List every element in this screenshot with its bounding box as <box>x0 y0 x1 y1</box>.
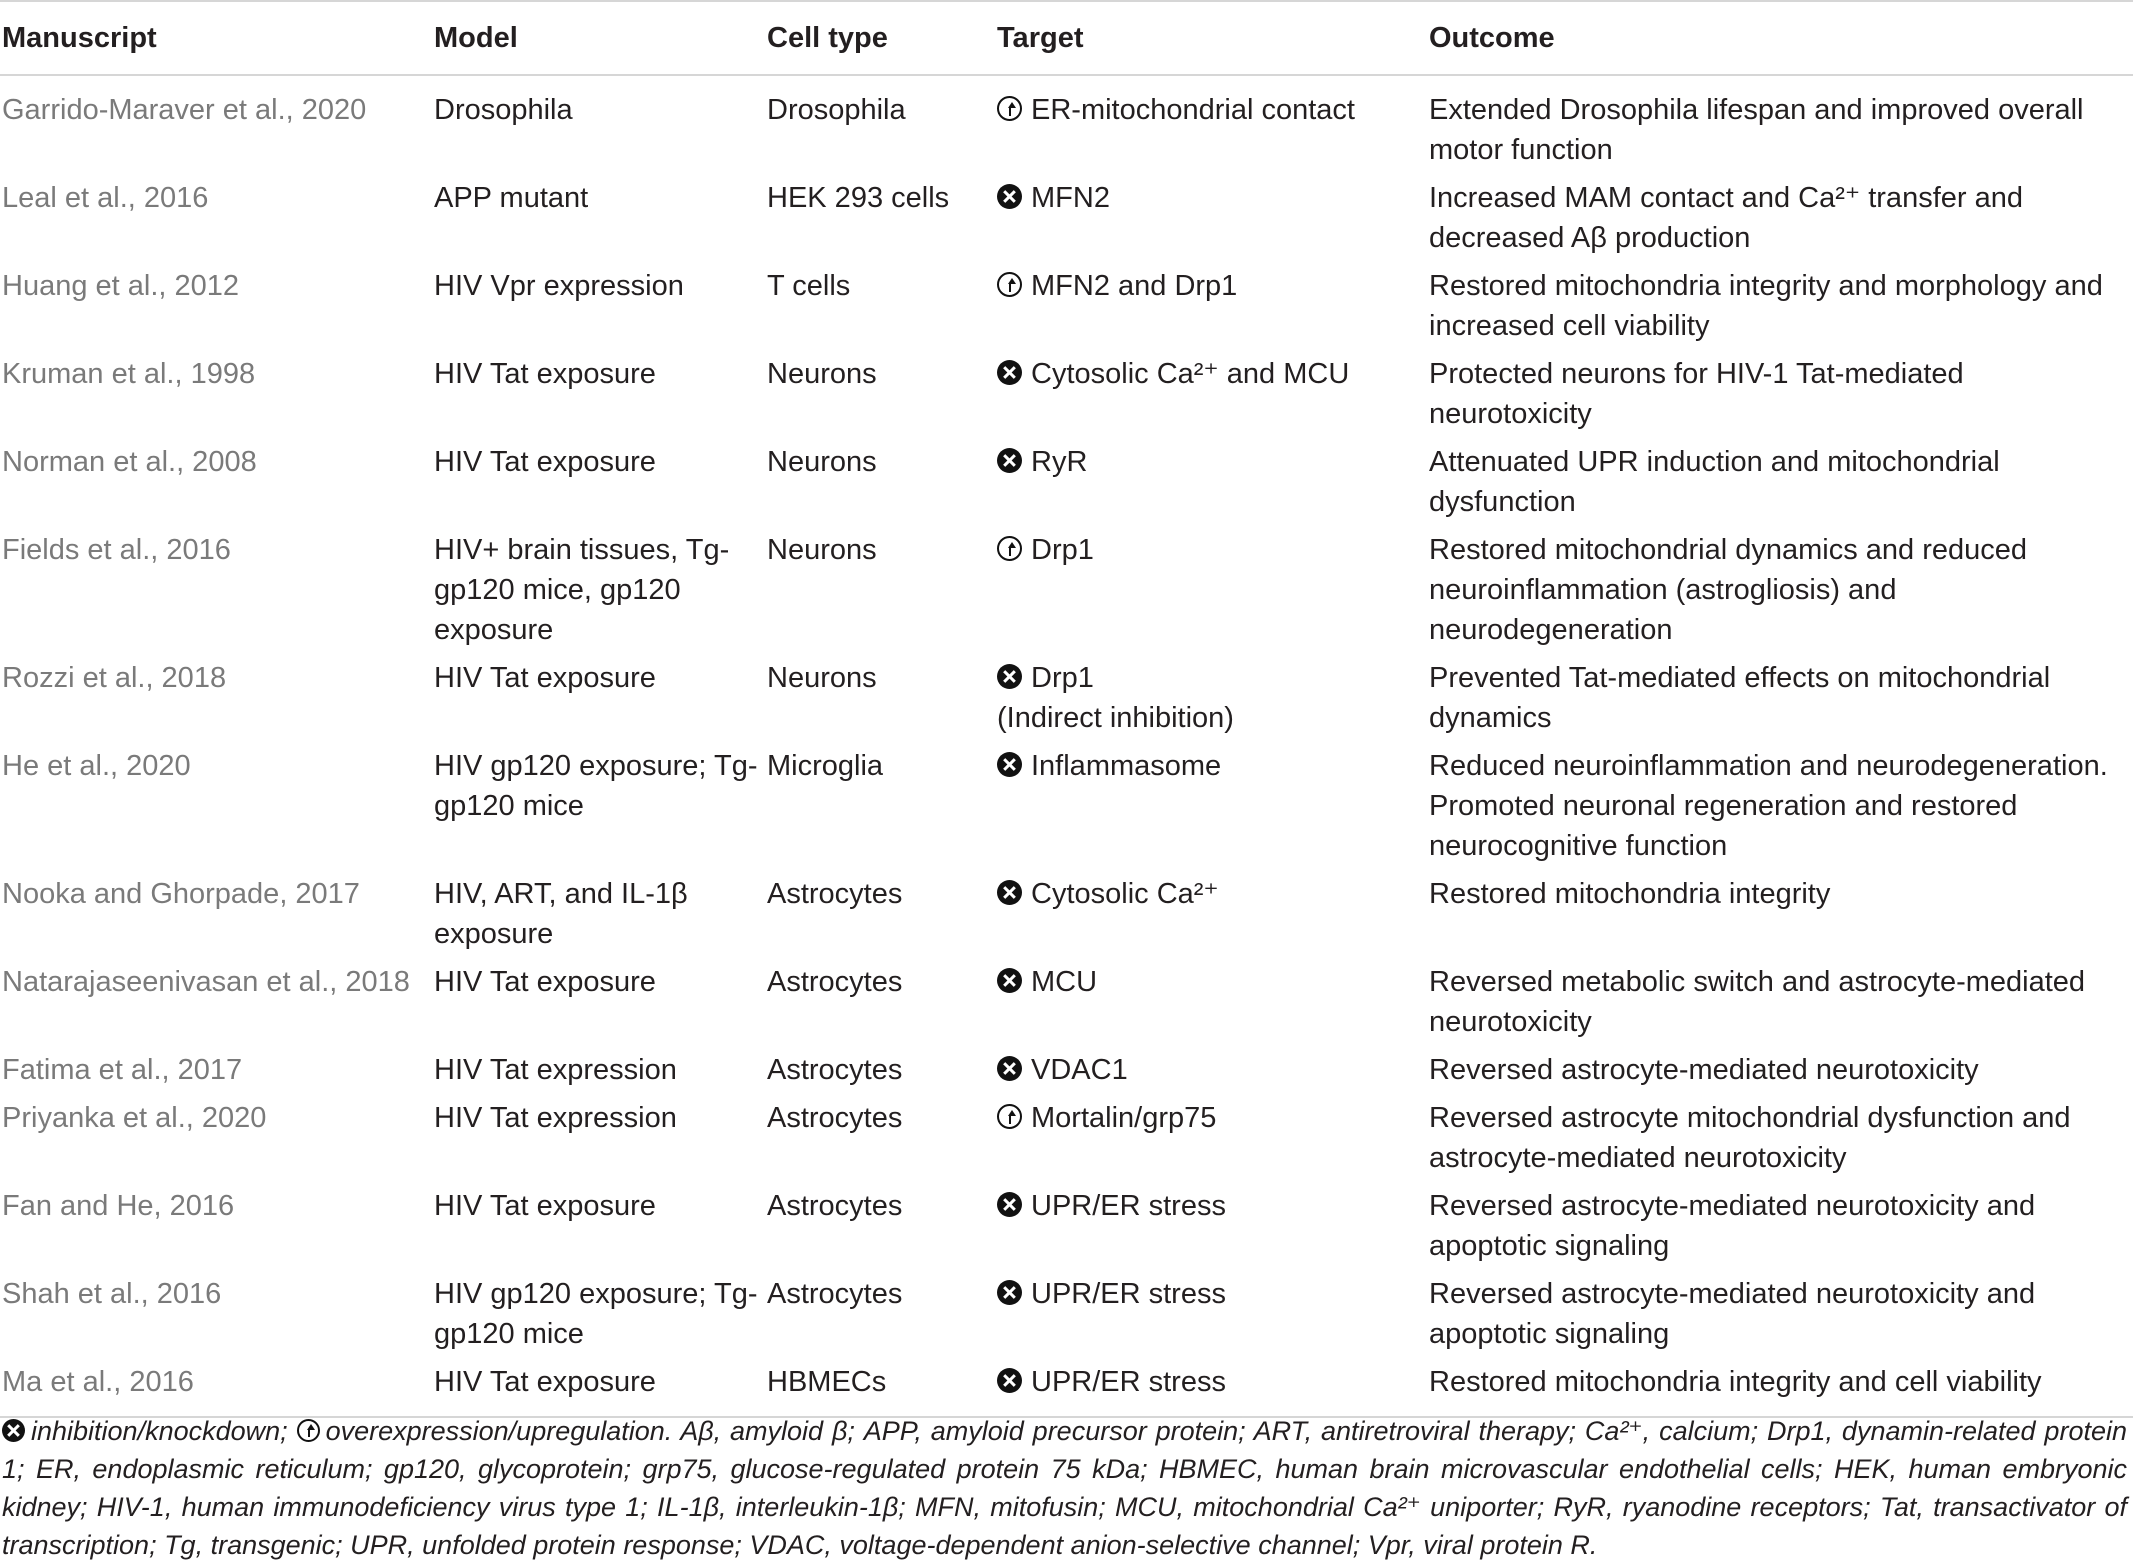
cell-target <box>995 962 1427 1050</box>
table-row <box>0 1274 2133 1362</box>
cell-target <box>995 1098 1427 1186</box>
cell-target <box>995 75 1427 178</box>
table-row <box>0 1050 2133 1098</box>
target-label: MFN2 <box>1031 182 1110 214</box>
cell-outcome: Reduced neuroinflammation and neurodegeneration. Promoted neuronal regeneration and restored neurocognitive function <box>1429 750 2108 862</box>
cell-outcome: Reversed astrocyte-mediated neurotoxicity and apoptotic signaling <box>1429 1190 2036 1262</box>
target-label: UPR/ER stress <box>1031 1190 1226 1222</box>
cell-model: Drosophila <box>434 94 573 126</box>
inhibition-icon <box>997 968 1022 993</box>
target-label: UPR/ER stress <box>1031 1278 1226 1310</box>
cell-target <box>995 1186 1427 1274</box>
cell-cell-type: Astrocytes <box>767 966 903 998</box>
header-manuscript: Manuscript <box>0 1 432 75</box>
target-label: Inflammasome <box>1031 750 1222 782</box>
target-label: Drp1 <box>1031 534 1094 566</box>
cell-cell-type: Astrocytes <box>767 1102 903 1134</box>
cell-cell-type: Astrocytes <box>767 878 903 910</box>
inhibition-icon <box>997 1056 1022 1081</box>
cell-manuscript: Fatima et al., 2017 <box>2 1054 243 1086</box>
cell-cell-type: Microglia <box>767 750 884 782</box>
upregulation-icon <box>997 272 1022 297</box>
cell-outcome: Reversed astrocyte-mediated neurotoxicity and apoptotic signaling <box>1429 1278 2036 1350</box>
cell-model: HIV Tat exposure <box>434 662 656 694</box>
cell-target <box>995 1274 1427 1362</box>
cell-model: HIV Tat exposure <box>434 1190 656 1222</box>
cell-model: HIV, ART, and IL-1β exposure <box>434 878 688 950</box>
inhibition-icon <box>997 664 1022 689</box>
cell-manuscript: Fields et al., 2016 <box>2 534 231 566</box>
cell-cell-type: Astrocytes <box>767 1054 903 1086</box>
inhibition-icon <box>997 184 1022 209</box>
target-label: ER-mitochondrial contact <box>1031 94 1355 126</box>
cell-target <box>995 442 1427 530</box>
cell-model: HIV Tat expression <box>434 1054 677 1086</box>
target-label: Drp1 <box>1031 662 1094 694</box>
cell-cell-type: Neurons <box>767 662 877 694</box>
target-note: (Indirect inhibition) <box>997 702 1234 734</box>
target-label: MCU <box>1031 966 1098 998</box>
table-row <box>0 1098 2133 1186</box>
cell-model: HIV Tat expression <box>434 1102 677 1134</box>
cell-outcome: Extended Drosophila lifespan and improved overall motor function <box>1429 94 2084 166</box>
table-row <box>0 354 2133 442</box>
table-row <box>0 442 2133 530</box>
inhibition-icon <box>997 1192 1022 1217</box>
cell-cell-type: Astrocytes <box>767 1278 903 1310</box>
cell-manuscript: Kruman et al., 1998 <box>2 358 256 390</box>
inhibition-icon <box>997 448 1022 473</box>
upregulation-icon <box>997 96 1022 121</box>
table-row <box>0 746 2133 874</box>
cell-manuscript: Huang et al., 2012 <box>2 270 240 302</box>
cell-outcome: Reversed metabolic switch and astrocyte-mediated neurotoxicity <box>1429 966 2086 1038</box>
target-label: Cytosolic Ca²⁺ and MCU <box>1031 358 1350 390</box>
upregulation-icon <box>997 536 1022 561</box>
cell-target <box>995 354 1427 442</box>
cell-outcome: Prevented Tat-mediated effects on mitochondrial dynamics <box>1429 662 2051 734</box>
footnote-inhibition: inhibition/knockdown; <box>31 1416 288 1446</box>
cell-outcome: Reversed astrocyte-mediated neurotoxicity <box>1429 1054 1979 1086</box>
target-label: Cytosolic Ca²⁺ <box>1031 878 1219 910</box>
cell-manuscript: Rozzi et al., 2018 <box>2 662 227 694</box>
cell-manuscript: Leal et al., 2016 <box>2 182 209 214</box>
cell-outcome: Protected neurons for HIV-1 Tat-mediated neurotoxicity <box>1429 358 1964 430</box>
table-row <box>0 1186 2133 1274</box>
header-cell-type: Cell type <box>765 1 995 75</box>
cell-model: HIV Tat exposure <box>434 358 656 390</box>
table-row <box>0 178 2133 266</box>
cell-target <box>995 658 1427 746</box>
inhibition-icon <box>997 1368 1022 1393</box>
cell-outcome: Increased MAM contact and Ca²⁺ transfer and decreased Aβ production <box>1429 182 2023 254</box>
cell-outcome: Reversed astrocyte mitochondrial dysfunction and astrocyte-mediated neurotoxicity <box>1429 1102 2071 1174</box>
cell-outcome: Restored mitochondrial dynamics and reduced neuroinflammation (astrogliosis) and neurodegeneration <box>1429 534 2028 646</box>
cell-cell-type: Drosophila <box>767 94 906 126</box>
table-row <box>0 658 2133 746</box>
cell-target <box>995 746 1427 874</box>
footnote-definitions: overexpression/upregulation. Aβ, amyloid β; APP, amyloid precursor protein; ART, antiretroviral therapy; Ca²⁺, calcium; Drp1, dynamin-related protein 1; ER, endoplasmic reticulum; gp120, glycoprotein; grp75, glucose-regulated protein 75 kDa; HBMEC, human brain microvascular endothelial cells; HEK, human embryonic kidney; HIV-1, human immunodeficiency virus type 1; IL-1β, interleukin-1β; MFN, mitofusin; MCU, mitochondrial Ca²⁺ uniporter; RyR, ryanodine receptors; Tat, transactivator of transcription; Tg, transgenic; UPR, unfolded protein response; VDAC, voltage-dependent anion-selective channel; Vpr, viral protein R. <box>2 1416 2127 1560</box>
cell-cell-type: Neurons <box>767 446 877 478</box>
cell-target <box>995 874 1427 962</box>
cell-outcome: Restored mitochondria integrity <box>1429 878 1831 910</box>
table-row <box>0 266 2133 354</box>
inhibition-icon <box>997 880 1022 905</box>
cell-cell-type: T cells <box>767 270 851 302</box>
cell-manuscript: Natarajaseenivasan et al., 2018 <box>2 966 410 998</box>
target-label: MFN2 and Drp1 <box>1031 270 1238 302</box>
cell-model: HIV Tat exposure <box>434 966 656 998</box>
upregulation-icon <box>297 1419 320 1442</box>
cell-target <box>995 1050 1427 1098</box>
cell-target <box>995 1362 1427 1417</box>
cell-cell-type: HEK 293 cells <box>767 182 950 214</box>
table-footnote <box>2 1412 2127 1564</box>
cell-manuscript: Norman et al., 2008 <box>2 446 257 478</box>
cell-manuscript: Fan and He, 2016 <box>2 1190 235 1222</box>
target-label: UPR/ER stress <box>1031 1366 1226 1398</box>
header-model: Model <box>432 1 765 75</box>
cell-manuscript: Ma et al., 2016 <box>0 1362 432 1417</box>
cell-target <box>995 530 1427 658</box>
inhibition-icon <box>997 752 1022 777</box>
cell-model: HIV gp120 exposure; Tg-gp120 mice <box>434 1278 758 1350</box>
cell-cell-type: Neurons <box>767 358 877 390</box>
table-row <box>0 874 2133 962</box>
inhibition-icon <box>997 1280 1022 1305</box>
target-label: Mortalin/grp75 <box>1031 1102 1217 1134</box>
cell-manuscript: He et al., 2020 <box>2 750 191 782</box>
inhibition-icon <box>997 360 1022 385</box>
cell-outcome: Restored mitochondria integrity and morphology and increased cell viability <box>1429 270 2103 342</box>
cell-outcome: Restored mitochondria integrity and cell viability <box>1427 1362 2133 1417</box>
cell-cell-type: Astrocytes <box>767 1190 903 1222</box>
cell-target <box>995 266 1427 354</box>
table-header <box>0 1 2133 75</box>
target-label: VDAC1 <box>1031 1054 1128 1086</box>
table-row <box>0 75 2133 178</box>
cell-cell-type: HBMECs <box>765 1362 995 1417</box>
cell-cell-type: Neurons <box>767 534 877 566</box>
table-row <box>0 530 2133 658</box>
table-row <box>0 962 2133 1050</box>
cell-manuscript: Shah et al., 2016 <box>2 1278 222 1310</box>
table-row <box>0 1362 2133 1417</box>
cell-model: APP mutant <box>434 182 589 214</box>
cell-target <box>995 178 1427 266</box>
header-row <box>0 1 2133 75</box>
cell-manuscript: Priyanka et al., 2020 <box>2 1102 267 1134</box>
upregulation-icon <box>997 1104 1022 1129</box>
table-body <box>0 75 2133 1417</box>
cell-model: HIV+ brain tissues, Tg-gp120 mice, gp120 exposure <box>434 534 730 646</box>
header-target: Target <box>995 1 1427 75</box>
cell-model: HIV gp120 exposure; Tg-gp120 mice <box>434 750 758 822</box>
target-label: RyR <box>1031 446 1088 478</box>
cell-manuscript: Nooka and Ghorpade, 2017 <box>2 878 360 910</box>
inhibition-icon <box>2 1419 25 1442</box>
cell-model: HIV Vpr expression <box>434 270 684 302</box>
header-outcome: Outcome <box>1427 1 2133 75</box>
cell-manuscript: Garrido-Maraver et al., 2020 <box>2 94 367 126</box>
cell-outcome: Attenuated UPR induction and mitochondrial dysfunction <box>1429 446 2000 518</box>
cell-model: HIV Tat exposure <box>432 1362 765 1417</box>
cell-model: HIV Tat exposure <box>434 446 656 478</box>
